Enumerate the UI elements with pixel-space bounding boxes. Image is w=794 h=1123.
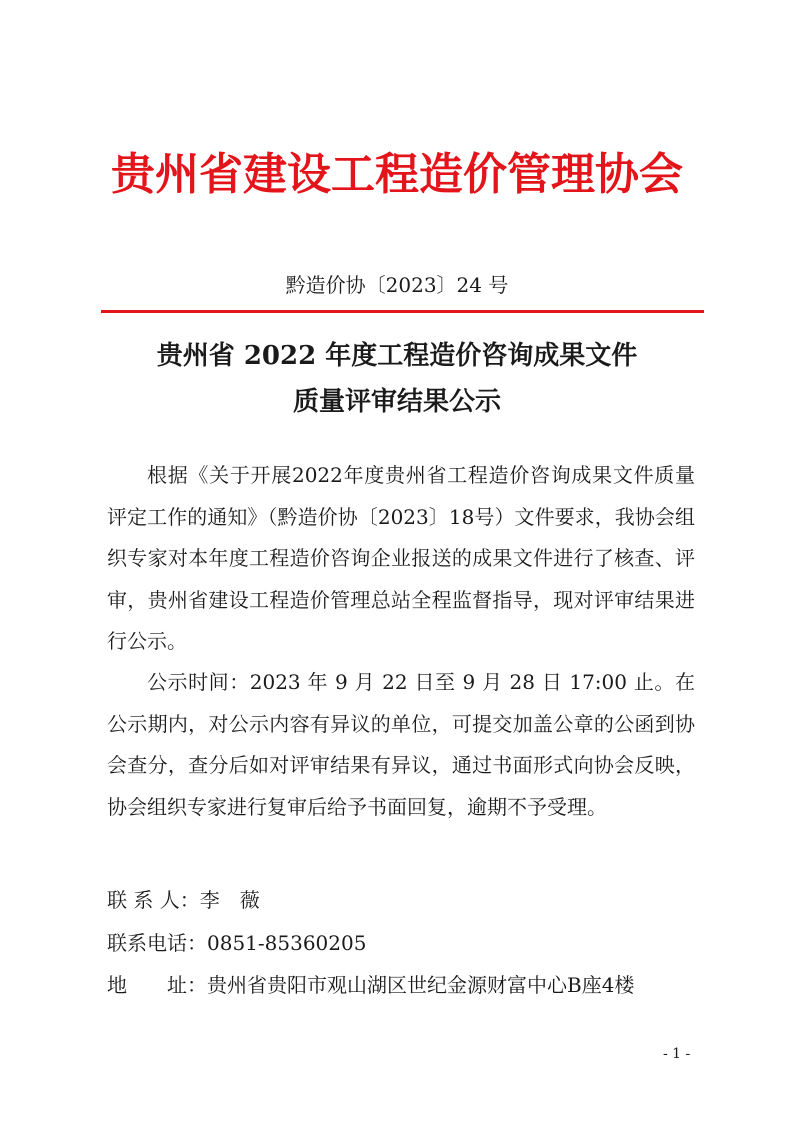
contact-person: 联 系 人：李 薇 — [107, 888, 260, 912]
contact-phone: 联系电话：0851-85360205 — [107, 931, 367, 955]
document-number: 黔造价协〔2023〕24 号 — [285, 273, 509, 297]
red-divider — [101, 310, 704, 313]
organization-title: 贵州省建设工程造价管理协会 — [111, 149, 683, 200]
notice-title-line1: 贵州省 2022 年度工程造价咨询成果文件 — [156, 341, 638, 371]
contact-address: 地 址：贵州省贵阳市观山湖区世纪金源财富中心B座4楼 — [107, 973, 635, 997]
body-paragraph-1: 根据《关于开展2022年度贵州省工程造价咨询成果文件质量评定工作的通知》（黔造价协〔2023〕18号）文件要求，我协会组织专家对本年度工程造价咨询企业报送的成果文件进行了核查、评审，贵州省建设工程造价管理总站全程监督指导，现对评审结果进行公示。 — [107, 463, 695, 653]
body-paragraph-2: 公示时间：2023 年 9 月 22 日至 9 月 28 日 17:00 止。在公示期内，对公示内容有异议的单位，可提交加盖公章的公函到协会查分，查分后如对评审结果有异议，通过书面形式向协会反映，协会组织专家进行复审后给予书面回复，逾期不予受理。 — [107, 670, 695, 819]
page-number: - 1 - — [663, 1046, 691, 1062]
notice-title-line2: 质量评审结果公示 — [292, 387, 501, 417]
